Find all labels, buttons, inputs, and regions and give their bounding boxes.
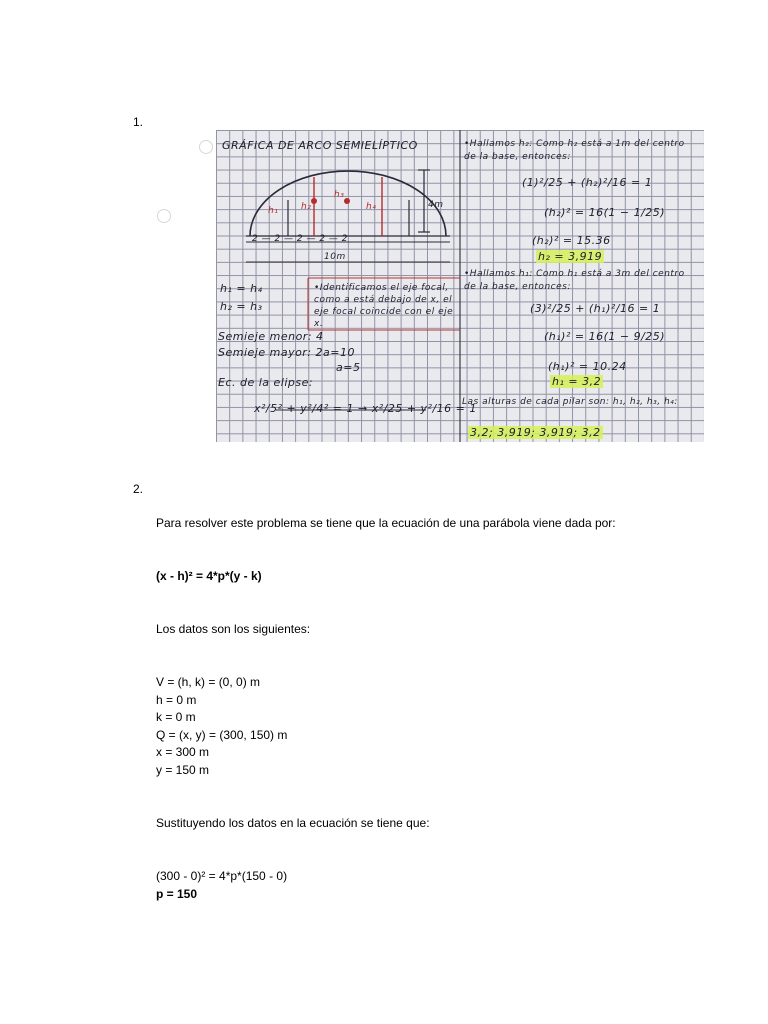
final-result: 3,2; 3,919; 3,919; 3,2 bbox=[470, 426, 601, 439]
anchor-circle-icon bbox=[157, 209, 171, 223]
substitution-equation: (300 - 0)² = 4*p*(150 - 0) bbox=[156, 869, 288, 883]
data-line: h = 0 m bbox=[156, 692, 197, 707]
handwritten-notes-photo bbox=[216, 130, 704, 442]
h1-title: •Hallamos h₁: Como h₁ está a 3m del centro de la base, entonces: bbox=[464, 269, 685, 292]
h2-result: h₂ = 3,919 bbox=[538, 250, 603, 263]
base-label: 10m bbox=[324, 252, 346, 262]
data-line: y = 150 m bbox=[156, 763, 210, 777]
h1-eq2: (h₁)² = 16(1 − 9/25) bbox=[544, 330, 666, 343]
eq-h1-h4: h₁ = h₄ bbox=[220, 282, 263, 295]
minor-axis: Semieje menor: 4 bbox=[218, 330, 324, 343]
list-number-2: 2. bbox=[133, 482, 144, 496]
label-h1: h₁ bbox=[268, 206, 279, 216]
height-label: 4m bbox=[428, 200, 444, 210]
h1-result: h₁ = 3,2 bbox=[552, 375, 602, 388]
major-axis: Semieje mayor: 2a=10 bbox=[218, 346, 355, 359]
a-value: a=5 bbox=[336, 361, 361, 374]
h2-eq2: (h₂)² = 16(1 − 1/25) bbox=[544, 206, 666, 219]
anchor-circle-icon bbox=[199, 140, 213, 154]
list-number-1: 1. bbox=[133, 115, 144, 129]
h2-eq1: (1)²/25 + (h₂)²/16 = 1 bbox=[522, 176, 653, 189]
notes-title: GRÁFICA DE ARCO SEMIELÍPTICO bbox=[222, 139, 418, 152]
substitute-intro: Sustituyendo los datos en la ecuación se tiene que: bbox=[156, 816, 430, 830]
focal-note: •Identificamos el eje focal, como a está debajo de x, el eje focal coincide con el eje x. bbox=[314, 283, 454, 329]
final-title: Las alturas de cada pilar son: h₁, h₂, h₃, h₄: bbox=[462, 397, 678, 407]
label-h3: h₃ bbox=[334, 190, 345, 200]
data-line: Q = (x, y) = (300, 150) m bbox=[156, 727, 288, 742]
scale-label: 2 — 2 — 2 — 2 — 2 bbox=[252, 234, 349, 244]
h1-eq3: (h₁)² = 10.24 bbox=[548, 360, 627, 373]
h2-eq3: (h₂)² = 15.36 bbox=[532, 234, 611, 247]
data-line: k = 0 m bbox=[156, 710, 196, 725]
ellipse-title: Ec. de la elipse: bbox=[218, 376, 314, 389]
data-line: x = 300 m bbox=[156, 745, 210, 760]
ellipse-equation: x²/5² + y²/4² = 1 → x²/25 + y²/16 = 1 bbox=[254, 402, 477, 415]
eq-h2-h3: h₂ = h₃ bbox=[220, 300, 263, 313]
parabola-formula: (x - h)² = 4*p*(y - k) bbox=[156, 569, 262, 583]
intro-text: Para resolver este problema se tiene que la ecuación de una parábola viene dada por: bbox=[156, 516, 616, 530]
result-value: p = 150 bbox=[156, 886, 198, 901]
label-h4: h₄ bbox=[366, 202, 377, 212]
label-h2: h₂ bbox=[301, 202, 312, 212]
h2-title: •Hallamos h₂: Como h₂ está a 1m del centro de la base, entonces: bbox=[464, 139, 685, 162]
data-intro: Los datos son los siguientes: bbox=[156, 622, 311, 636]
data-line: V = (h, k) = (0, 0) m bbox=[156, 675, 261, 689]
h1-eq1: (3)²/25 + (h₁)²/16 = 1 bbox=[530, 302, 661, 315]
